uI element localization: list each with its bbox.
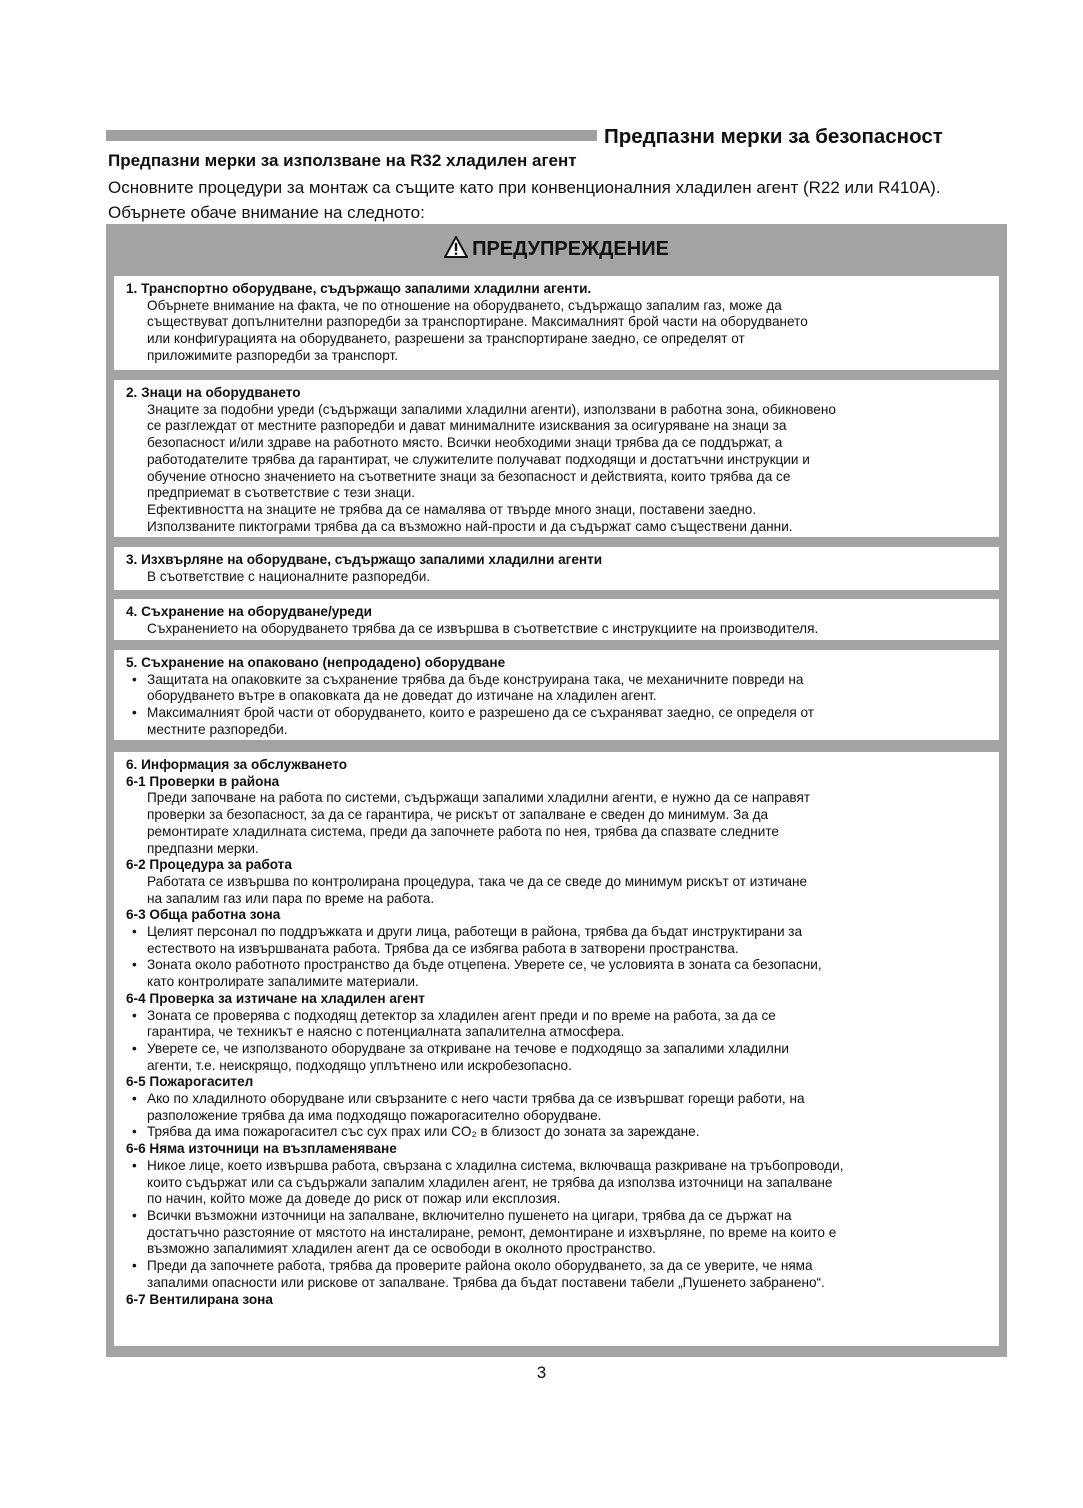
bullet-marker: • (132, 1157, 137, 1173)
subsection-heading (126, 907, 999, 924)
bullet-marker: • (132, 1258, 137, 1274)
text-line: 6-1 Проверки в района (126, 773, 280, 789)
paragraph (126, 790, 999, 857)
section-title: 1. Транспортно оборудване, съдържащо запалими хладилни агенти. (126, 281, 592, 296)
bullet-item (126, 1008, 999, 1041)
section-6 (114, 752, 999, 1346)
text-line: 6-7 Вентилирана зона (126, 1291, 273, 1307)
text-line: Знаците за подобни уреди (съдържащи запалими хладилни агенти), използвани в работна зона, обикновено (147, 401, 836, 417)
text-line: проверки за безопасност, за да се гарантира, че рискът от запалване е сведен до минимум. За да (147, 807, 769, 823)
bullet-item (126, 1258, 999, 1291)
section-2 (114, 380, 999, 537)
page-title: Предпазни мерки за безопасност (604, 125, 943, 148)
text-line: Преди започване на работа по системи, съдържащи запалими хладилни агенти, е нужно да се направят (147, 790, 811, 806)
bullet-item (126, 924, 999, 957)
paragraph (126, 874, 999, 907)
section-title: 2. Знаци на оборудването (126, 385, 301, 400)
intro-line: Основните процедури за монтаж са същите като при конвенционалния хладилен агент (R22 или R410A). (108, 178, 941, 197)
warning-triangle-icon (444, 236, 468, 258)
bullet-marker: • (132, 1207, 137, 1223)
bullet-marker: • (132, 1040, 137, 1056)
section-title: 3. Изхвърляне на оборудване, съдържащо запалими хладилни агенти (126, 552, 603, 567)
text-line: Съхранението на оборудването трябва да се извършва в съответствие с инструкциите на производителя. (147, 620, 819, 636)
section-4 (114, 599, 999, 640)
bullet-item (126, 1091, 999, 1124)
text-line: 6-3 Обща работна зона (126, 907, 281, 923)
bullet-marker: • (132, 1007, 137, 1023)
text-line: Никое лице, което извършва работа, свързана с хладилна система, включваща разкриване на тръбопроводи, (147, 1157, 844, 1173)
text-line: ремонтирате хладилната система, преди да започнете работа по нея, трябва да спазвате следните (147, 823, 779, 839)
text-line: разположение трябва да има подходящо пожарогасително оборудване. (147, 1107, 602, 1123)
text-line: Ако по хладилното оборудване или свързаните с него части трябва да се извършват горещи работи, на (147, 1091, 805, 1107)
text-line: местните разпоредби. (147, 721, 288, 737)
text-line: запалими опасности или рискове от запалване. Трябва да бъдат поставени табели „Пушенето забранено“. (147, 1274, 825, 1290)
text-line: Целият персонал по поддръжката и други лица, работещи в района, трябва да бъдат инструктирани за (147, 924, 803, 940)
text-line: 6-6 Няма източници на възпламеняване (126, 1141, 397, 1157)
text-line: възможно запалимият хладилен агент да се освободи в околното пространство. (147, 1241, 656, 1257)
section-title: 4. Съхранение на оборудване/уреди (126, 604, 372, 619)
text-line: Преди да започнете работа, трябва да проверите района около оборудването, за да се уверите, че няма (147, 1258, 813, 1274)
text-line: приложимите разпоредби за транспорт. (147, 347, 398, 363)
bullet-item (126, 1158, 999, 1208)
text-line: Зоната се проверява с подходящ детектор за хладилен агент преди и по време на работа, за да се (147, 1007, 776, 1023)
text-line: работодателите трябва да гарантират, че служителите получават подходящи и достатъчни инструкции и (147, 451, 810, 467)
text-line: предприемат в съответствие с тези знаци. (147, 485, 415, 501)
header-decorative-bar (106, 130, 597, 141)
warning-label: ПРЕДУПРЕЖДЕНИЕ (472, 238, 669, 260)
text-line: се разглеждат от местните разпоредби и дават минималните изисквания за осигуряване на знаци за (147, 418, 787, 434)
bullet-marker: • (132, 1091, 137, 1107)
text-line: гарантира, че техникът е наясно с потенциалната запалителна атмосфера. (147, 1024, 625, 1040)
section-3 (114, 547, 999, 590)
text-line: Трябва да има пожарогасител със сух прах или CO₂ в близост до зоната за зареждане. (147, 1124, 700, 1140)
bullet-marker: • (132, 924, 137, 940)
paragraph (126, 621, 999, 638)
bullet-marker: • (132, 671, 137, 687)
intro-text (108, 176, 941, 225)
bullet-item (126, 1124, 999, 1141)
subsection-heading (126, 857, 999, 874)
section-title: 5. Съхранение на опаковано (непродадено) оборудване (126, 655, 506, 670)
subsection-heading (126, 991, 999, 1008)
text-line: 6-2 Процедура за работа (126, 857, 292, 873)
text-line: Работата се извършва по контролирана процедура, така че да се сведе до минимум рискът от изтичане (147, 873, 808, 889)
text-line: достатъчно разстояние от мястото на инсталиране, ремонт, демонтиране и изхвърляне, по време на които е (147, 1224, 837, 1240)
text-line: оборудването вътре в опаковката да не доведат до изтичане на хладилен агент. (147, 688, 657, 704)
bullet-item (126, 672, 999, 705)
bullet-item (126, 1208, 999, 1258)
bullet-marker: • (132, 1124, 137, 1140)
bullet-item (126, 1041, 999, 1074)
text-line: естеството на извършваната работа. Трябва да се избягва работа в затворени пространства. (147, 940, 739, 956)
intro-line: Обърнете обаче внимание на следното: (108, 202, 425, 222)
bullet-marker: • (132, 957, 137, 973)
text-line: които съдържат или са съдържали запалим хладилен агент, не трябва да използва източници на запалване (147, 1174, 833, 1190)
warning-box (106, 224, 1007, 1357)
text-line: Зоната около работното пространство да бъде отцепена. Уверете се, че условията в зоната са безопасни, (147, 957, 822, 973)
text-line: Уверете се, че използваното оборудване за откриване на течове е подходящо за запалими хладилни (147, 1040, 789, 1056)
text-line: предпазни мерки. (147, 840, 259, 856)
text-line: на запалим газ или пара по време на работа. (147, 890, 435, 906)
text-line: Използваните пиктограми трябва да са възможно най-прости и да съдържат само съществени данни. (147, 518, 793, 534)
subsection-heading (126, 1074, 999, 1091)
text-line: обучение относно значението на съответните знаци за безопасност и действията, които трябва да се (147, 468, 791, 484)
paragraph (126, 298, 999, 365)
subsection-heading (126, 1141, 999, 1158)
warning-heading (106, 236, 1007, 261)
text-line: по начин, който може да доведе до риск от пожар или експлозия. (147, 1191, 561, 1207)
text-line: Всички възможни източници на запалване, включително пушенето на цигари, трябва да се държат на (147, 1207, 792, 1223)
subsection-heading (126, 1292, 999, 1309)
text-line: или конфигурацията на оборудването, разрешени за транспортиране заедно, се определят от (147, 331, 745, 347)
subsection-heading (126, 774, 999, 791)
text-line: съществуват допълнителни разпоредби за транспортиране. Максималният брой части на оборудването (147, 314, 808, 330)
page-number: 3 (536, 1363, 547, 1382)
section-subtitle: Предпазни мерки за използване на R32 хладилен агент (108, 151, 577, 170)
bullet-item (126, 957, 999, 990)
text-line: В съответствие с националните разпоредби. (147, 568, 431, 584)
text-line: 6-4 Проверка за изтичане на хладилен агент (126, 990, 425, 1006)
text-line: Ефективността на знаците не трябва да се намалява от твърде много знаци, поставени заедно. (147, 501, 757, 517)
section-title: 6. Информация за обслужването (126, 757, 348, 772)
text-line: агенти, т.е. неискрящо, подходящо уплътнено или искробезопасно. (147, 1057, 572, 1073)
text-line: Обърнете внимание на факта, че по отношение на оборудването, съдържащо запалим газ, може да (147, 297, 782, 313)
text-line: Защитата на опаковките за съхранение трябва да бъде конструирана така, че механичните повреди на (147, 671, 804, 687)
section-1 (114, 276, 999, 370)
bullet-item (126, 705, 999, 738)
paragraph (126, 402, 999, 536)
paragraph (126, 569, 999, 586)
text-line: Максималният брой части от оборудването, които е разрешено да се съхраняват заедно, се определя от (147, 705, 814, 721)
section-5 (114, 650, 999, 740)
bullet-marker: • (132, 705, 137, 721)
text-line: безопасност и/или здраве на работното място. Всички необходими знаци трябва да се поддържат, а (147, 435, 783, 451)
text-line: 6-5 Пожарогасител (126, 1074, 254, 1090)
text-line: като контролирате запалимите материали. (147, 974, 419, 990)
